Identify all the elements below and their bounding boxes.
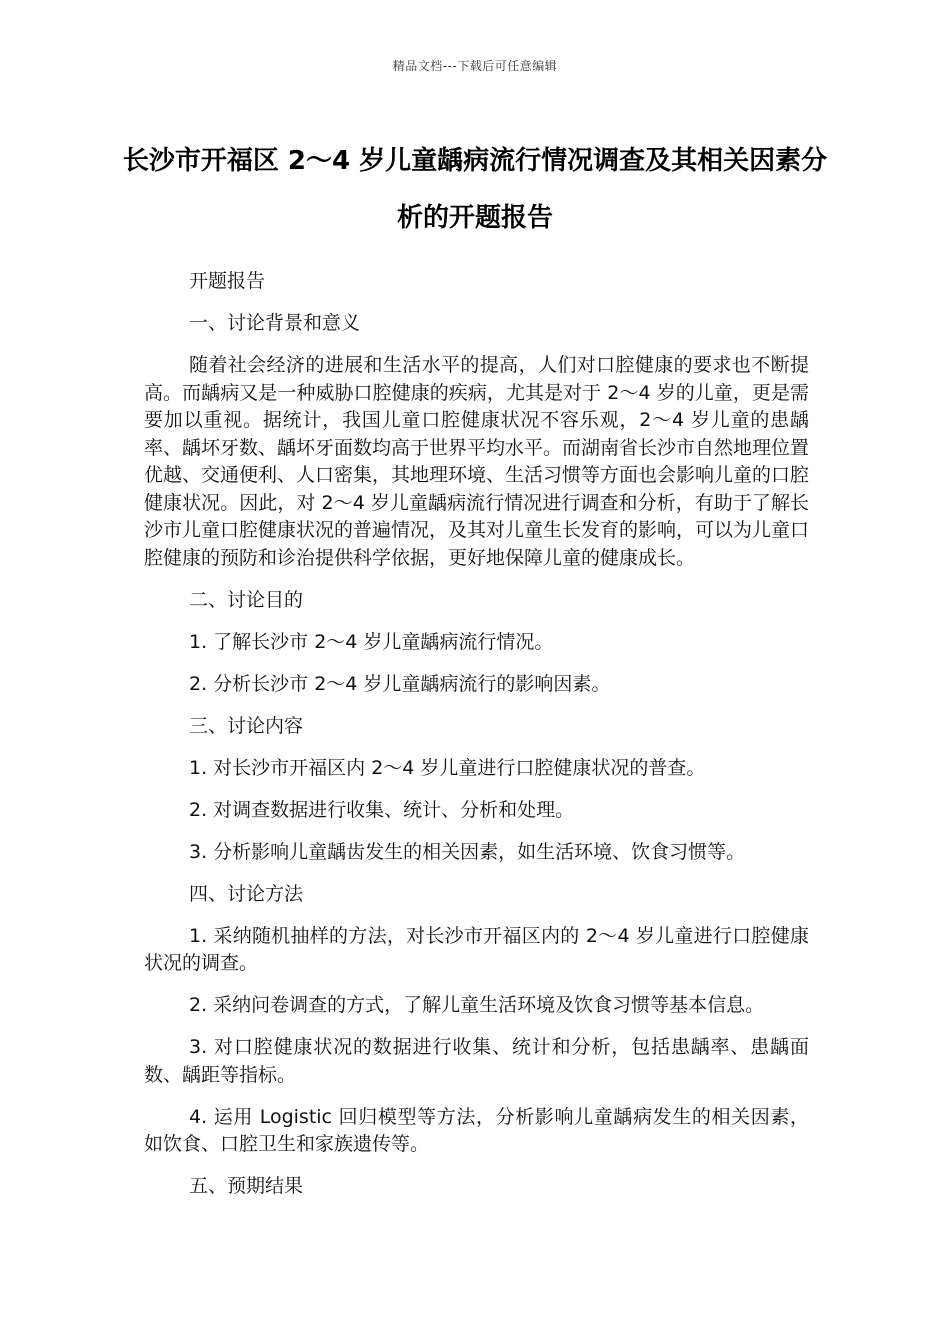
content-item-1: 1. 对长沙市开福区内 2～4 岁儿童进行口腔健康状况的普查。 [189, 756, 706, 779]
background-paragraph: 随着社会经济的进展和生活水平的提高，人们对口腔健康的要求也不断提高。而龋病又是一种威胁口腔健康的疾病，尤其是对于 2～4 岁的儿童，更是需要加以重视。据统计，我国儿童口腔健康状况不容乐观，2～4 岁儿童的患龋率、龋坏牙数、龋坏牙面数均高于世界平均水平。而湖南省长沙市自然地理位置优越、交通便利、人口密集，其地理环境、生活习惯等方面也会影响儿童的口腔健康状况。因此，对 2～4 岁儿童龋病流行情况进行调查和分析，有助于了解长沙市儿童口腔健康状况的普遍情况，及其对儿童生长发育的影响，可以为儿童口腔健康的预防和诊治提供科学依据，更好地保障儿童的健康成长。 [144, 354, 810, 569]
section-heading-background: 一、讨论背景和意义 [189, 312, 361, 334]
method-item-1: 1. 采纳随机抽样的方法，对长沙市开福区内的 2～4 岁儿童进行口腔健康状况的调查。 [144, 924, 809, 974]
document-title: 长沙市开福区 2～4 岁儿童龋病流行情况调查及其相关因素分析的开题报告 [122, 146, 828, 233]
content-item-2: 2. 对调查数据进行收集、统计、分析和处理。 [189, 798, 575, 821]
section-heading-purpose: 二、讨论目的 [189, 588, 304, 611]
method-item-2: 2. 采纳问卷调查的方式，了解儿童生活环境及饮食习惯等基本信息。 [189, 994, 765, 1016]
content-item-3: 3. 分析影响儿童龋齿发生的相关因素，如生活环境、饮食习惯等。 [189, 840, 746, 863]
purpose-item-1: 1. 了解长沙市 2～4 岁儿童龋病流行情况。 [189, 630, 554, 653]
document-body [144, 268, 809, 1215]
section-heading-method: 四、讨论方法 [189, 882, 304, 905]
header-note: 精品文档---下载后可任意编辑 [392, 59, 558, 73]
section-heading-content: 三、讨论内容 [189, 714, 304, 737]
method-item-4: 4. 运用 Logistic 回归模型等方法，分析影响儿童龋病发生的相关因素，如饮食、口腔卫生和家族遗传等。 [144, 1105, 809, 1155]
section-heading-results: 五、预期结果 [189, 1175, 304, 1197]
report-label: 开题报告 [189, 270, 266, 292]
purpose-item-2: 2. 分析长沙市 2～4 岁儿童龋病流行的影响因素。 [189, 672, 611, 695]
method-item-3: 3. 对口腔健康状况的数据进行收集、统计和分析，包括患龋率、患龋面数、龋距等指标。 [144, 1036, 809, 1086]
